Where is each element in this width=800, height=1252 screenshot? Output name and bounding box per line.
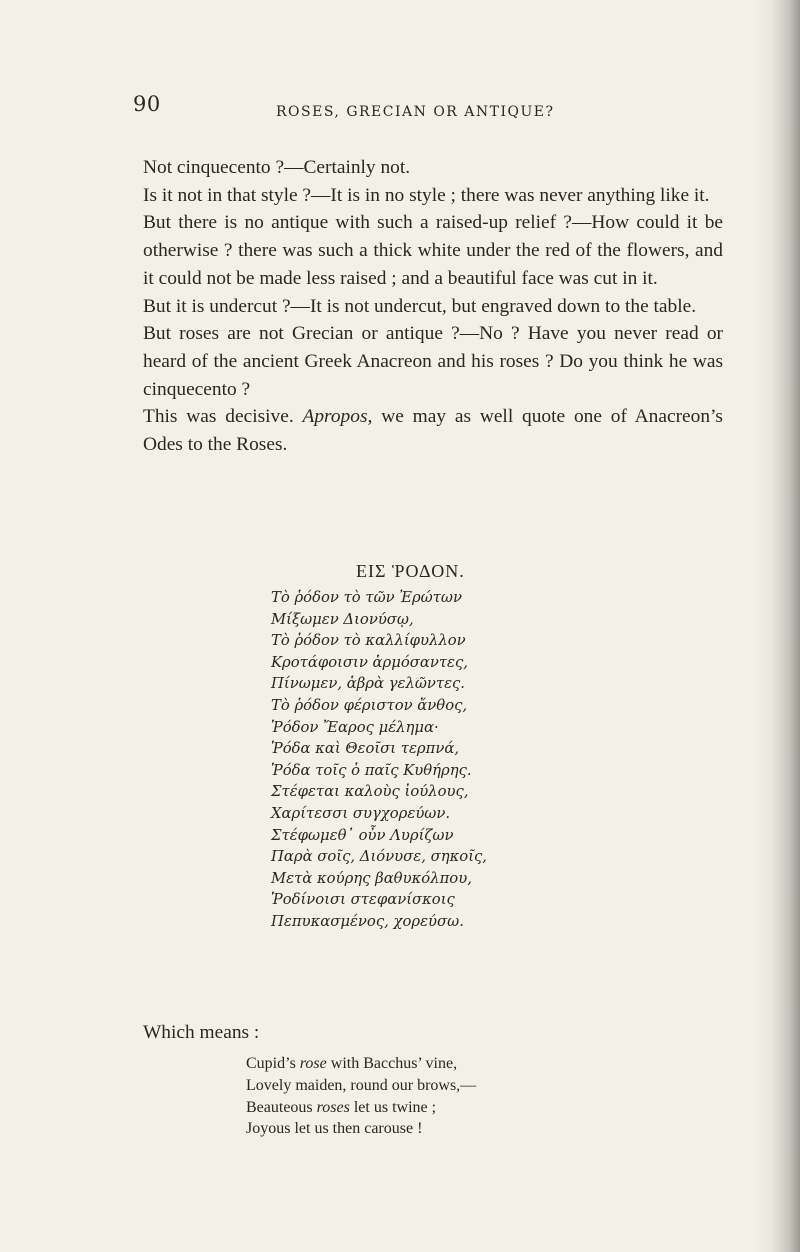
greek-ode <box>271 587 487 933</box>
english-verse-line <box>246 1097 476 1119</box>
greek-verse-line: Τὸ ῥόδον τὸ καλλίφυλλον <box>271 632 466 650</box>
greek-verse-line: Μίξωμεν Διονύσῳ, <box>271 610 414 628</box>
paragraph-italic-text: Apropos, <box>302 406 373 428</box>
greek-verse-line: Χαρίτεσσι συγχορεύων. <box>271 804 451 822</box>
paragraph: But there is no antique with such a raised-up relief ?—How could it be otherwise ? there was such a thick white under the red of the flowers, and it could not be made less raised ; and a beautiful face was cut in it. <box>143 212 723 289</box>
paragraph: But it is undercut ?—It is not undercut, but engraved down to the table. <box>143 295 697 317</box>
greek-ode-title: ΕΙΣ ῬΟΔΟΝ. <box>356 561 465 581</box>
page-edge-shadow <box>754 0 800 1252</box>
verse-text: with Bacchus’ vine, <box>326 1055 458 1072</box>
greek-verse-line: Μετὰ κούρης βαθυκόλπου, <box>271 869 472 887</box>
body-text <box>143 154 723 459</box>
english-verse-line <box>246 1118 476 1140</box>
english-translation <box>246 1053 476 1140</box>
greek-verse-line: Στέφεται καλοὺς ἰούλους, <box>271 783 469 801</box>
greek-verse-line: Ῥοδίνοισι στεφανίσκοις <box>271 891 455 909</box>
verse-italic-text: rose <box>299 1055 327 1072</box>
verse-text: Lovely maiden, round our brows,— <box>246 1076 477 1094</box>
paragraph <box>143 403 723 458</box>
paragraph-text: we may as well quote one of Anacreon’s Odes to the Roses. <box>143 406 723 456</box>
paragraph: Not cinquecento ?—Certainly not. <box>143 157 411 178</box>
greek-verse-line: Πεπυκασμένος, χορεύσω. <box>271 912 464 930</box>
greek-verse-line: Πίνωμεν, ἁβρὰ γελῶντες. <box>271 675 466 693</box>
greek-verse-line: Ῥόδον Ἔαρος μέλημα· <box>271 718 439 736</box>
paragraph: Is it not in that style ?—It is in no style ; there was never anything like it. <box>143 184 710 206</box>
greek-verse-line: Κροτάφοισιν ἁρμόσαντες, <box>271 653 468 671</box>
greek-verse-line: Παρὰ σοῖς, Διόνυσε, σηκοῖς, <box>271 848 487 866</box>
greek-verse-line: Στέφωμεθ᾽ οὖν Λυρίζων <box>271 826 454 844</box>
greek-verse-line: Τὸ ῥόδον φέριστον ἄνθος, <box>271 696 468 714</box>
running-head: ROSES, GRECIAN OR ANTIQUE? <box>276 104 555 120</box>
english-verse-line <box>246 1075 476 1097</box>
verse-text: let us twine ; <box>349 1098 437 1116</box>
greek-verse-line: Ῥόδα καὶ Θεοῖσι τερπνά, <box>271 740 460 758</box>
greek-verse-line: Ῥόδα τοῖς ὁ παῖς Κυθήρης. <box>271 761 472 779</box>
verse-text: Cupid’s <box>246 1055 300 1072</box>
english-verse-line <box>246 1053 476 1075</box>
page-number: 90 <box>133 92 161 116</box>
verse-text: Beauteous <box>246 1098 317 1116</box>
verse-text: Joyous let us then carouse ! <box>246 1120 423 1138</box>
paragraph-text: This was decisive. <box>143 406 303 428</box>
verse-italic-text: roses <box>316 1098 350 1116</box>
paragraph: But roses are not Grecian or antique ?—No ? Have you never read or heard of the ancient Greek Anacreon and his roses ? Do you think he was cinquecento ? <box>143 323 723 400</box>
which-means-label: Which means : <box>143 1022 260 1043</box>
greek-verse-line: Τὸ ῥόδον τὸ τῶν Ἐρώτων <box>271 589 462 606</box>
